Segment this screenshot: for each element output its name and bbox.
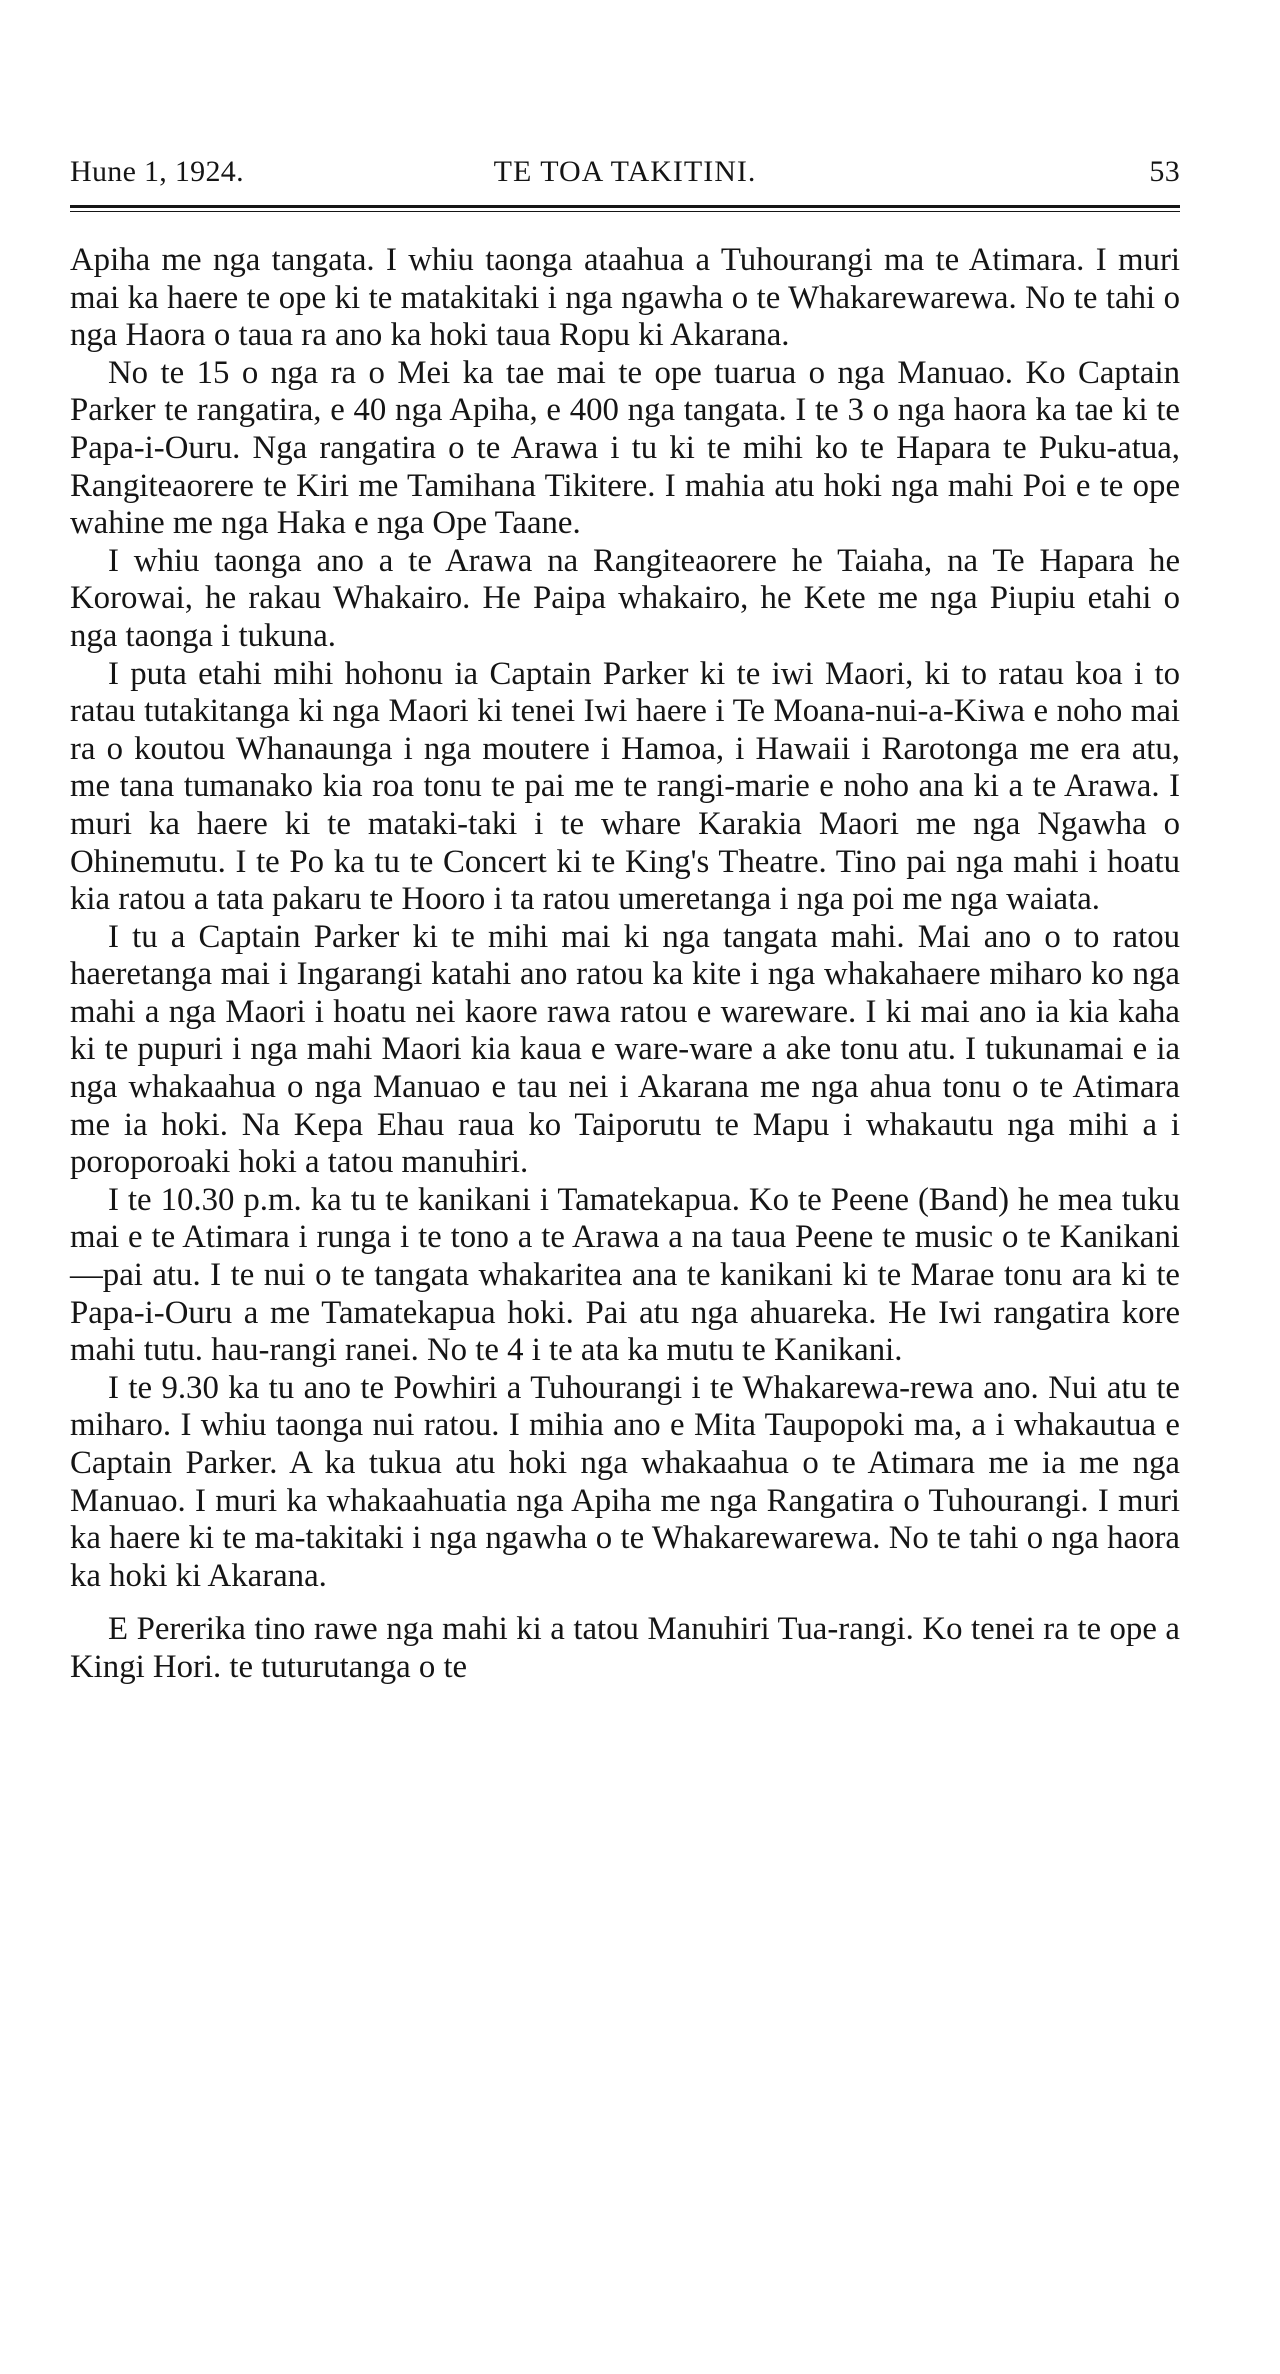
paragraph-6: I te 10.30 p.m. ka tu te kanikani i Tamatekapua. Ko te Peene (Band) he mea tuku mai e te Atimara i runga i te tono a te Arawa a na taua Peene te music o te Kanikani—pai atu. I te nui o te tangata whakaritea ana te kanikani ki te Marae tonu ara ki te Papa-i-Ouru a me Tamatekapua hoki. Pai atu nga ahuareka. He Iwi rangatira kore mahi tutu. hau-rangi ranei. No te 4 i te ata ka mutu te Kanikani. [70,1181,1180,1369]
article-body [70,242,1180,1687]
header-date: Hune 1, 1924. [70,155,244,188]
header-title: TE TOA TAKITINI. [493,155,757,188]
header-rule-thick [70,205,1180,208]
running-header [70,155,1180,199]
paragraph-2: No te 15 o nga ra o Mei ka tae mai te ope tuarua o nga Manuao. Ko Captain Parker te rangatira, e 40 nga Apiha, e 400 nga tangata. I te 3 o nga haora ka tae ki te Papa-i-Ouru. Nga rangatira o te Arawa i tu ki te mihi ko te Hapara te Puku-atua, Rangiteaorere te Kiri me Tamihana Tikitere. I mahia atu hoki nga mahi Poi e te ope wahine me nga Haka e nga Ope Taane. [70,354,1180,542]
paragraph-3: I whiu taonga ano a te Arawa na Rangiteaorere he Taiaha, na Te Hapara he Korowai, he rakau Whakairo. He Paipa whakairo, he Kete me nga Piupiu etahi o nga taonga i tukuna. [70,542,1180,654]
page-number: 53 [1149,155,1180,188]
paragraph-7: I te 9.30 ka tu ano te Powhiri a Tuhourangi i te Whakarewa-rewa ano. Nui atu te miharo. I whiu taonga nui ratou. I mihia ano e Mita Taupopoki ma, a i whakautua e Captain Parker. A ka tukua atu hoki nga whakaahua o te Atimara me ia me nga Manuao. I muri ka whakaahuatia nga Apiha me nga Rangatira o Tuhourangi. I muri ka haere ki te ma-takitaki i nga ngawha o te Whakarewarewa. No te tahi o nga haora ka hoki ki Akarana. [70,1369,1180,1594]
paragraph-4: I puta etahi mihi hohonu ia Captain Parker ki te iwi Maori, ki to ratau koa i to ratau tutakitanga ki nga Maori ki tenei Iwi haere i Te Moana-nui-a-Kiwa e noho mai ra o koutou Whanaunga i nga moutere i Hamoa, i Hawaii i Rarotonga me era atu, me tana tumanako kia roa tonu te pai me te rangi-marie e noho ana ki a te Arawa. I muri ka haere ki te mataki-taki i te whare Karakia Maori me nga Ngawha o Ohinemutu. I te Po ka tu te Concert ki te King's Theatre. Tino pai nga mahi i hoatu kia ratou a tata pakaru te Hooro i ta ratou umeretanga i nga poi me nga waiata. [70,655,1180,918]
header-rule-thin [70,211,1180,212]
paragraph-8: E Pererika tino rawe nga mahi ki a tatou Manuhiri Tua-rangi. Ko tenei ra te ope a Kingi Hori. te tuturutanga o te [70,1611,1180,1685]
paragraph-5: I tu a Captain Parker ki te mihi mai ki nga tangata mahi. Mai ano o to ratou haeretanga mai i Ingarangi katahi ano ratou ka kite i nga whakahaere miharo ko nga mahi a nga Maori i hoatu nei kaore rawa ratou e wareware. I ki mai ano ia kia kaha ki te pupuri i nga mahi Maori kia kaua e ware-ware a ake tonu atu. I tukunamai e ia nga whakaahua o nga Manuao e tau nei i Akarana me nga ahua tonu o te Atimara me ia hoki. Na Kepa Ehau raua ko Taiporutu te Mapu i whakautu nga mihi a i poroporoaki hoki a tatou manuhiri. [70,918,1180,1181]
document-page [70,155,1180,1687]
paragraph-1: Apiha me nga tangata. I whiu taonga ataahua a Tuhourangi ma te Atimara. I muri mai ka haere te ope ki te matakitaki i nga ngawha o te Whakarewarewa. No te tahi o nga Haora o taua ra ano ka hoki taua Ropu ki Akarana. [70,242,1180,354]
header-rule [70,205,1180,212]
